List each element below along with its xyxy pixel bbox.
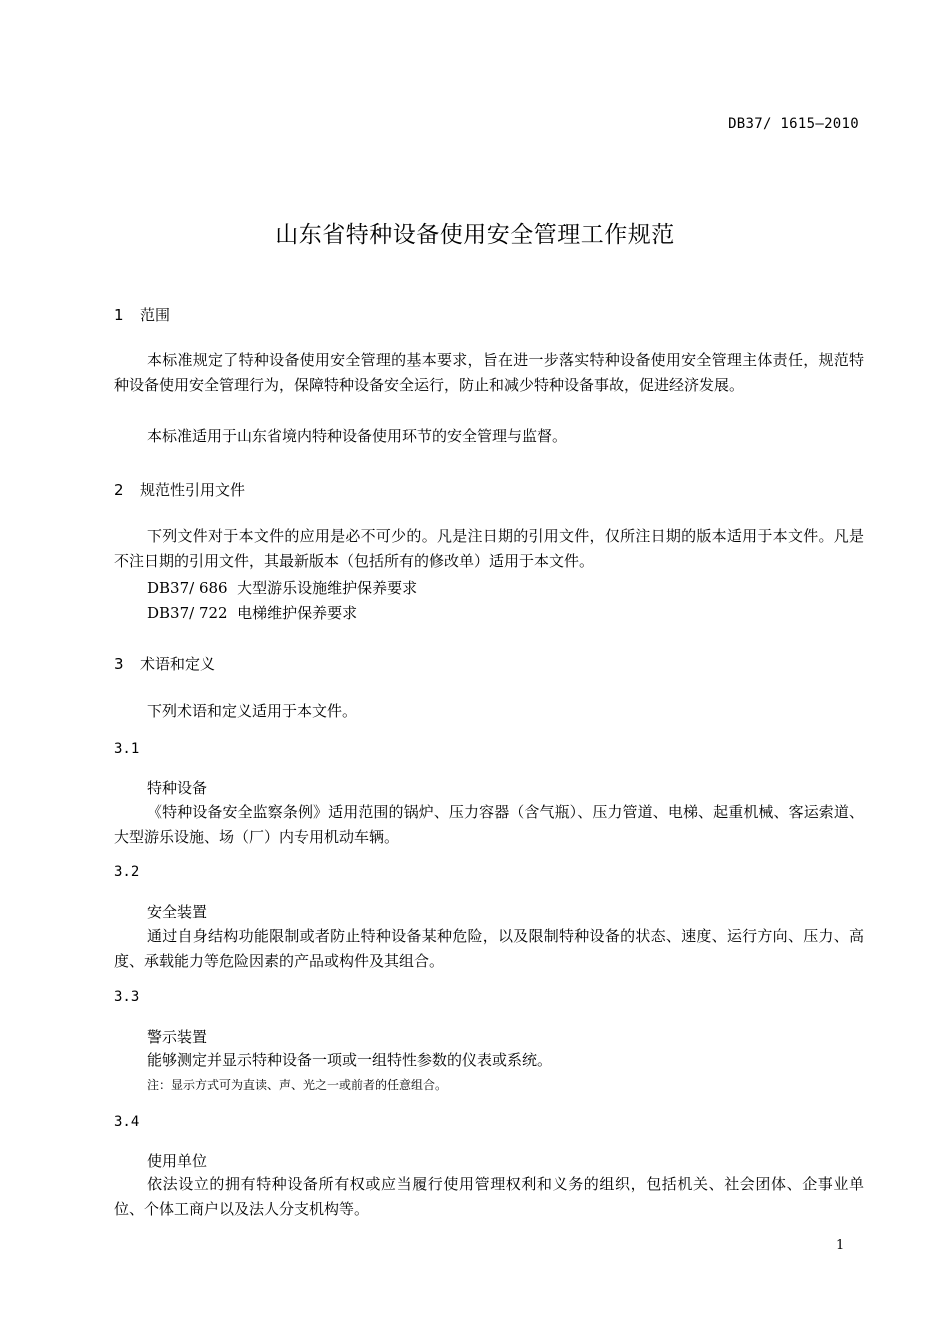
- terms-intro: 下列术语和定义适用于本文件。: [147, 702, 358, 720]
- section-number: 3: [114, 655, 124, 673]
- term-definition: 《特种设备安全监察条例》适用范围的锅炉、压力容器（含气瓶）、压力管道、电梯、起重机械、客运索道、大型游乐设施、场（厂）内专用机动车辆。: [114, 803, 864, 846]
- document-title: 山东省特种设备使用安全管理工作规范: [275, 222, 675, 248]
- reference-name: 电梯维护保养要求: [237, 604, 358, 622]
- scope-paragraph-2: 本标准适用于山东省境内特种设备使用环节的安全管理与监督。: [147, 427, 568, 445]
- term-definition: 通过自身结构功能限制或者防止特种设备某种危险，以及限制特种设备的状态、速度、运行方向、压力、高度、承载能力等危险因素的产品或构件及其组合。: [114, 927, 864, 970]
- section-number: 1: [114, 306, 124, 324]
- term-name: 警示装置: [147, 1028, 208, 1046]
- section-title: 范围: [140, 306, 171, 324]
- term-name: 安全装置: [147, 903, 208, 921]
- term-number: 3.1: [114, 741, 140, 757]
- page-number: 1: [836, 1238, 845, 1253]
- term-note: 注：显示方式可为直读、声、光之一或前者的任意组合。: [147, 1078, 448, 1092]
- reference-code: DB37/ 686: [147, 579, 228, 597]
- term-definition: 依法设立的拥有特种设备所有权或应当履行使用管理权利和义务的组织，包括机关、社会团体、企事业单位、个体工商户以及法人分支机构等。: [114, 1175, 864, 1218]
- term-number: 3.3: [114, 989, 140, 1005]
- document-code: DB37/ 1615—2010: [728, 116, 859, 132]
- term-definition: 能够测定并显示特种设备一项或一组特性参数的仪表或系统。: [147, 1051, 553, 1069]
- reference-code: DB37/ 722: [147, 604, 228, 622]
- term-name: 使用单位: [147, 1152, 208, 1170]
- section-heading-scope: [114, 304, 170, 325]
- references-paragraph: 下列文件对于本文件的应用是必不可少的。凡是注日期的引用文件，仅所注日期的版本适用于本文件。凡是不注日期的引用文件，其最新版本（包括所有的修改单）适用于本文件。: [114, 527, 864, 570]
- section-title: 术语和定义: [140, 655, 216, 673]
- scope-paragraph-1: 本标准规定了特种设备使用安全管理的基本要求，旨在进一步落实特种设备使用安全管理主体责任，规范特种设备使用安全管理行为，保障特种设备安全运行，防止和减少特种设备事故，促进经济发展。: [114, 351, 864, 394]
- section-heading-terms: [114, 653, 215, 674]
- reference-item: [147, 577, 417, 598]
- reference-name: 大型游乐设施维护保养要求: [237, 579, 418, 597]
- term-number: 3.2: [114, 864, 140, 880]
- section-number: 2: [114, 481, 124, 499]
- reference-item: [147, 602, 357, 623]
- term-number: 3.4: [114, 1114, 140, 1130]
- section-heading-normative-references: [114, 479, 245, 500]
- term-name: 特种设备: [147, 779, 208, 797]
- section-title: 规范性引用文件: [140, 481, 246, 499]
